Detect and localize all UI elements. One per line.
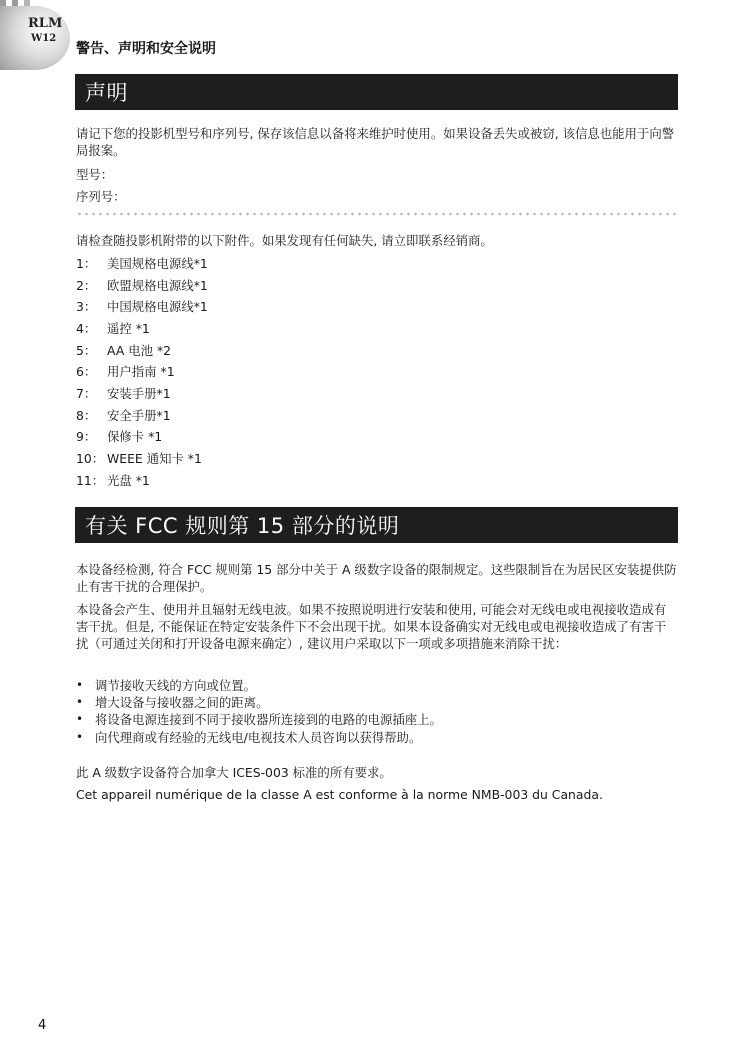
list-item-number: 8：	[76, 407, 97, 423]
list-item-number: 3：	[76, 299, 97, 315]
notice-intro: 请记下您的投影机型号和序列号, 保存该信息以备将来维护时使用。如果设备丢失或被窃, 该信息也能用于向警局报案。	[76, 126, 675, 158]
list-item-label: WEEE 通知卡 *1	[107, 451, 202, 467]
list-item-number: 7：	[76, 385, 97, 401]
notice-heading-bar	[75, 74, 678, 110]
list-item-label: 安全手册*1	[107, 407, 171, 423]
fcc-measures-list	[76, 676, 678, 745]
list-item-label: 增大设备与接收器之间的距离。	[95, 694, 269, 710]
model-label: 型号：	[76, 167, 114, 182]
list-item	[76, 339, 576, 361]
list-item-label: 光盘 *1	[107, 472, 150, 488]
list-item-label: 保修卡 *1	[107, 429, 163, 445]
list-item-label: 美国规格电源线*1	[107, 255, 208, 271]
list-item-label: 向代理商或有经验的无线电/电视技术人员咨询以获得帮助。	[95, 729, 422, 745]
bullet-icon: •	[76, 694, 84, 709]
canada-statement-fr: Cet appareil numérique de la classe A est conforme à la norme NMB-003 du Canada.	[76, 787, 603, 802]
list-item	[76, 382, 576, 404]
list-item-label: AA 电池 *2	[107, 342, 172, 358]
list-item-number: 10：	[76, 451, 105, 467]
list-item-label: 遥控 *1	[107, 320, 150, 336]
list-item-label: 安装手册*1	[107, 385, 171, 401]
fcc-heading: 有关 FCC 规则第 15 部分的说明	[85, 514, 400, 538]
list-item-number: 2：	[76, 277, 97, 293]
list-item-number: 9：	[76, 429, 97, 445]
fcc-heading-bar	[75, 507, 678, 543]
list-item-number: 11：	[76, 472, 105, 488]
list-item	[76, 693, 678, 710]
list-item-number: 4：	[76, 320, 97, 336]
list-item	[76, 404, 576, 426]
list-item-number: 6：	[76, 364, 97, 380]
notice-heading: 声明	[85, 81, 128, 105]
dotted-divider	[76, 212, 678, 216]
bullet-icon: •	[76, 729, 84, 744]
accessory-check-text: 请检查随投影机附带的以下附件。如果发现有任何缺失, 请立即联系经销商。	[76, 233, 493, 248]
list-item	[76, 447, 576, 469]
list-item	[76, 317, 576, 339]
list-item	[76, 295, 576, 317]
list-item	[76, 711, 678, 728]
list-item-number: 1：	[76, 255, 97, 271]
list-item-label: 将设备电源连接到不同于接收器所连接到的电路的电源插座上。	[95, 712, 442, 728]
list-item	[76, 360, 576, 382]
fcc-paragraph-2: 本设备会产生、使用并且辐射无线电波。如果不按照说明进行安装和使用, 可能会对无线电或电视接收造成有害干扰。但是, 不能保证在特定安装条件下不会出现干扰。如果本设备确实对无线电或电视接收造成了有害干扰（可通过关闭和打开设备电源来确定）, 建议用户采取以下一项或多项措施来消除干扰：	[76, 602, 667, 651]
list-item	[76, 728, 678, 745]
corner-logo	[0, 0, 72, 72]
list-item	[76, 676, 678, 693]
list-item-label: 用户指南 *1	[107, 364, 175, 380]
list-item	[76, 426, 576, 448]
bullet-icon: •	[76, 712, 84, 727]
fcc-paragraph-1: 本设备经检测, 符合 FCC 规则第 15 部分中关于 A 级数字设备的限制规定。这些限制旨在为居民区安装提供防止有害干扰的合理保护。	[76, 562, 677, 594]
list-item-label: 调节接收天线的方向或位置。	[95, 677, 257, 693]
bullet-icon: •	[76, 677, 84, 692]
list-item-number: 5：	[76, 342, 97, 358]
list-item	[76, 469, 576, 491]
list-item	[76, 252, 576, 274]
accessory-list	[76, 252, 576, 491]
chapter-title: 警告、声明和安全说明	[76, 41, 216, 57]
serial-label: 序列号：	[76, 189, 126, 204]
logo-model-sub: W12	[31, 33, 57, 44]
canada-statement-cn: 此 A 级数字设备符合加拿大 ICES-003 标准的所有要求。	[76, 765, 392, 780]
list-item-label: 中国规格电源线*1	[107, 299, 208, 315]
list-item	[76, 274, 576, 296]
list-item-label: 欧盟规格电源线*1	[107, 277, 208, 293]
logo-model-name: RLM	[28, 16, 63, 31]
page-number: 4	[38, 1018, 47, 1033]
